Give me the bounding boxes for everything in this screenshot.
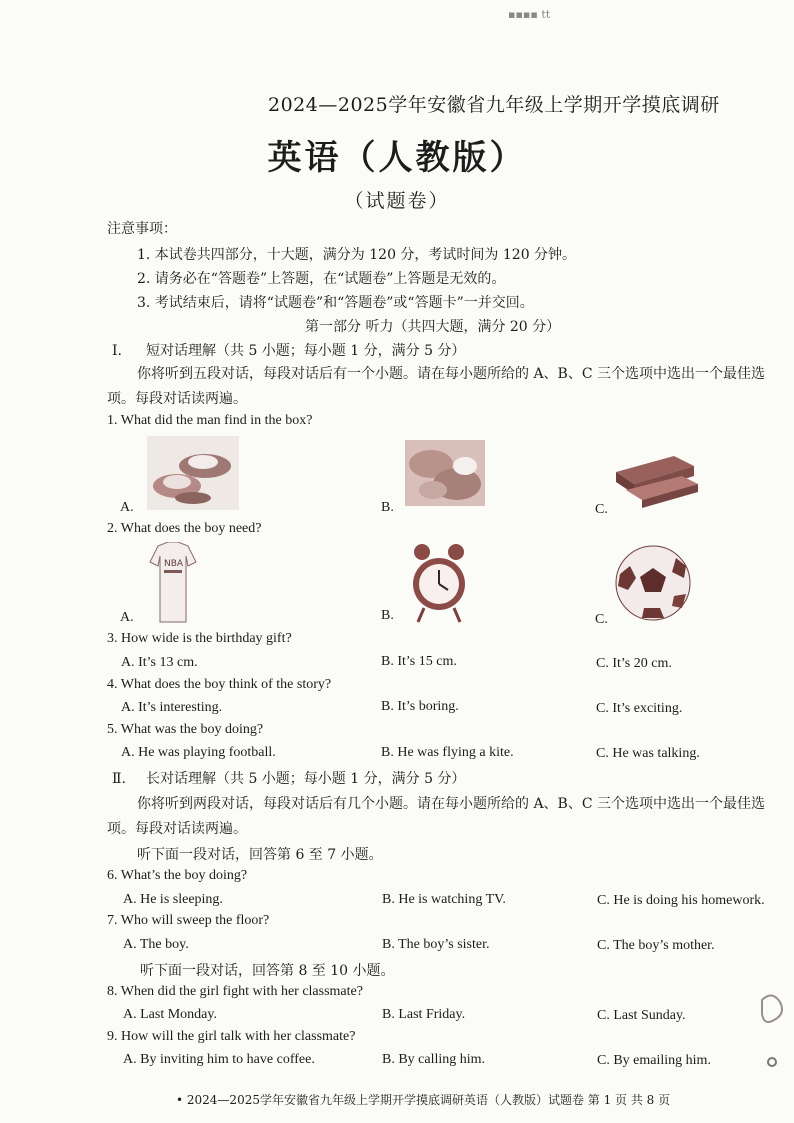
option-a: A. Last Monday.	[123, 1007, 217, 1022]
notice-item: 2. 请务必在“答题卷”上答题，在“试题卷”上答题是无效的。	[137, 271, 506, 287]
option-b: B.	[381, 608, 394, 623]
question: 6. What’s the boy doing?	[107, 868, 248, 883]
question: 3. How wide is the birthday gift?	[107, 631, 292, 646]
notice-item: 3. 考试结束后，请将“试题卷”和“答题卷”或“答题卡”一并交回。	[137, 295, 534, 311]
option-a: A. It’s interesting.	[121, 700, 223, 715]
option-a: A. The boy.	[123, 937, 189, 952]
question: 1. What did the man find in the box?	[107, 413, 313, 428]
option-a: A. He is sleeping.	[123, 892, 223, 907]
soccer-ball-image	[614, 544, 692, 622]
section-heading	[112, 768, 465, 788]
silver-ingots-image	[147, 436, 239, 510]
paper-type: （试题卷）	[344, 190, 450, 212]
option-c: C. The boy’s mother.	[597, 938, 715, 953]
option-c: C. Last Sunday.	[597, 1008, 686, 1023]
option-b: B.	[381, 500, 394, 515]
option-b: B. It’s boring.	[381, 699, 459, 714]
option-b: B. Last Friday.	[382, 1007, 466, 1022]
option-c: C. He was talking.	[596, 746, 700, 761]
gold-bars-image	[612, 450, 698, 508]
option-a: A.	[120, 610, 134, 625]
option-a: A.	[120, 500, 134, 515]
stones-image	[405, 440, 485, 506]
option-b: B. The boy’s sister.	[382, 937, 490, 952]
option-c: C.	[595, 612, 608, 627]
option-c: C. It’s exciting.	[596, 701, 683, 716]
subject-title: 英语（人教版）	[267, 138, 527, 178]
scan-smudge	[756, 990, 786, 1030]
section-title: 长对话理解（共 5 小题；每小题 1 分，满分 5 分）	[146, 771, 466, 787]
option-b: B. He was flying a kite.	[381, 745, 514, 760]
option-c: C. By emailing him.	[597, 1053, 711, 1068]
option-b: B. By calling him.	[382, 1052, 486, 1067]
tshirt-image	[148, 542, 198, 624]
option-c: C.	[595, 502, 608, 517]
alarm-clock-image	[410, 542, 468, 628]
question: 2. What does the boy need?	[107, 521, 262, 536]
tshirt-text: NBA	[164, 559, 184, 569]
option-b: B. It’s 15 cm.	[381, 654, 457, 669]
option-b: B. He is watching TV.	[382, 892, 506, 907]
question: 5. What was the boy doing?	[107, 722, 264, 737]
sub-instruction: 听下面一段对话，回答第 8 至 10 小题。	[140, 963, 395, 979]
notice-item: 1. 本试卷共四部分，十大题，满分为 120 分，考试时间为 120 分钟。	[137, 247, 577, 263]
question: 7. Who will sweep the floor?	[107, 913, 270, 928]
exam-title: 2024—2025学年安徽省九年级上学期开学摸底调研	[268, 94, 720, 116]
section-instruction: 你将听到五段对话，每段对话后有一个小题。请在每小题所给的 A、B、C 三个选项中选出一个最佳选项。每段对话读两遍。	[107, 366, 766, 407]
notice-heading: 注意事项：	[107, 221, 177, 237]
option-a: A. It’s 13 cm.	[121, 655, 198, 670]
question: 8. When did the girl fight with her classmate?	[107, 984, 363, 999]
section-heading	[112, 340, 465, 360]
scan-mark: ▪▪▪▪ tt	[508, 8, 551, 21]
section-number: Ⅱ.	[112, 771, 126, 787]
option-c: C. It’s 20 cm.	[596, 656, 672, 671]
option-c: C. He is doing his homework.	[597, 893, 765, 908]
option-a: A. By inviting him to have coffee.	[123, 1052, 315, 1067]
part-title: 第一部分 听力（共四大题，满分 20 分）	[305, 319, 561, 335]
page-footer: • 2024—2025学年安徽省九年级上学期开学摸底调研英语（人教版）试题卷 第 1 页 共 8 页	[176, 1093, 671, 1107]
section-instruction: 你将听到两段对话，每段对话后有几个小题。请在每小题所给的 A、B、C 三个选项中选出一个最佳选项。每段对话读两遍。	[107, 796, 766, 837]
section-number: Ⅰ.	[112, 343, 122, 359]
scan-dot	[765, 1055, 779, 1069]
question: 9. How will the girl talk with her classmate?	[107, 1029, 356, 1044]
sub-instruction: 听下面一段对话，回答第 6 至 7 小题。	[137, 847, 383, 863]
section-title: 短对话理解（共 5 小题；每小题 1 分，满分 5 分）	[146, 343, 466, 359]
question: 4. What does the boy think of the story?	[107, 677, 332, 692]
option-a: A. He was playing football.	[121, 745, 276, 760]
